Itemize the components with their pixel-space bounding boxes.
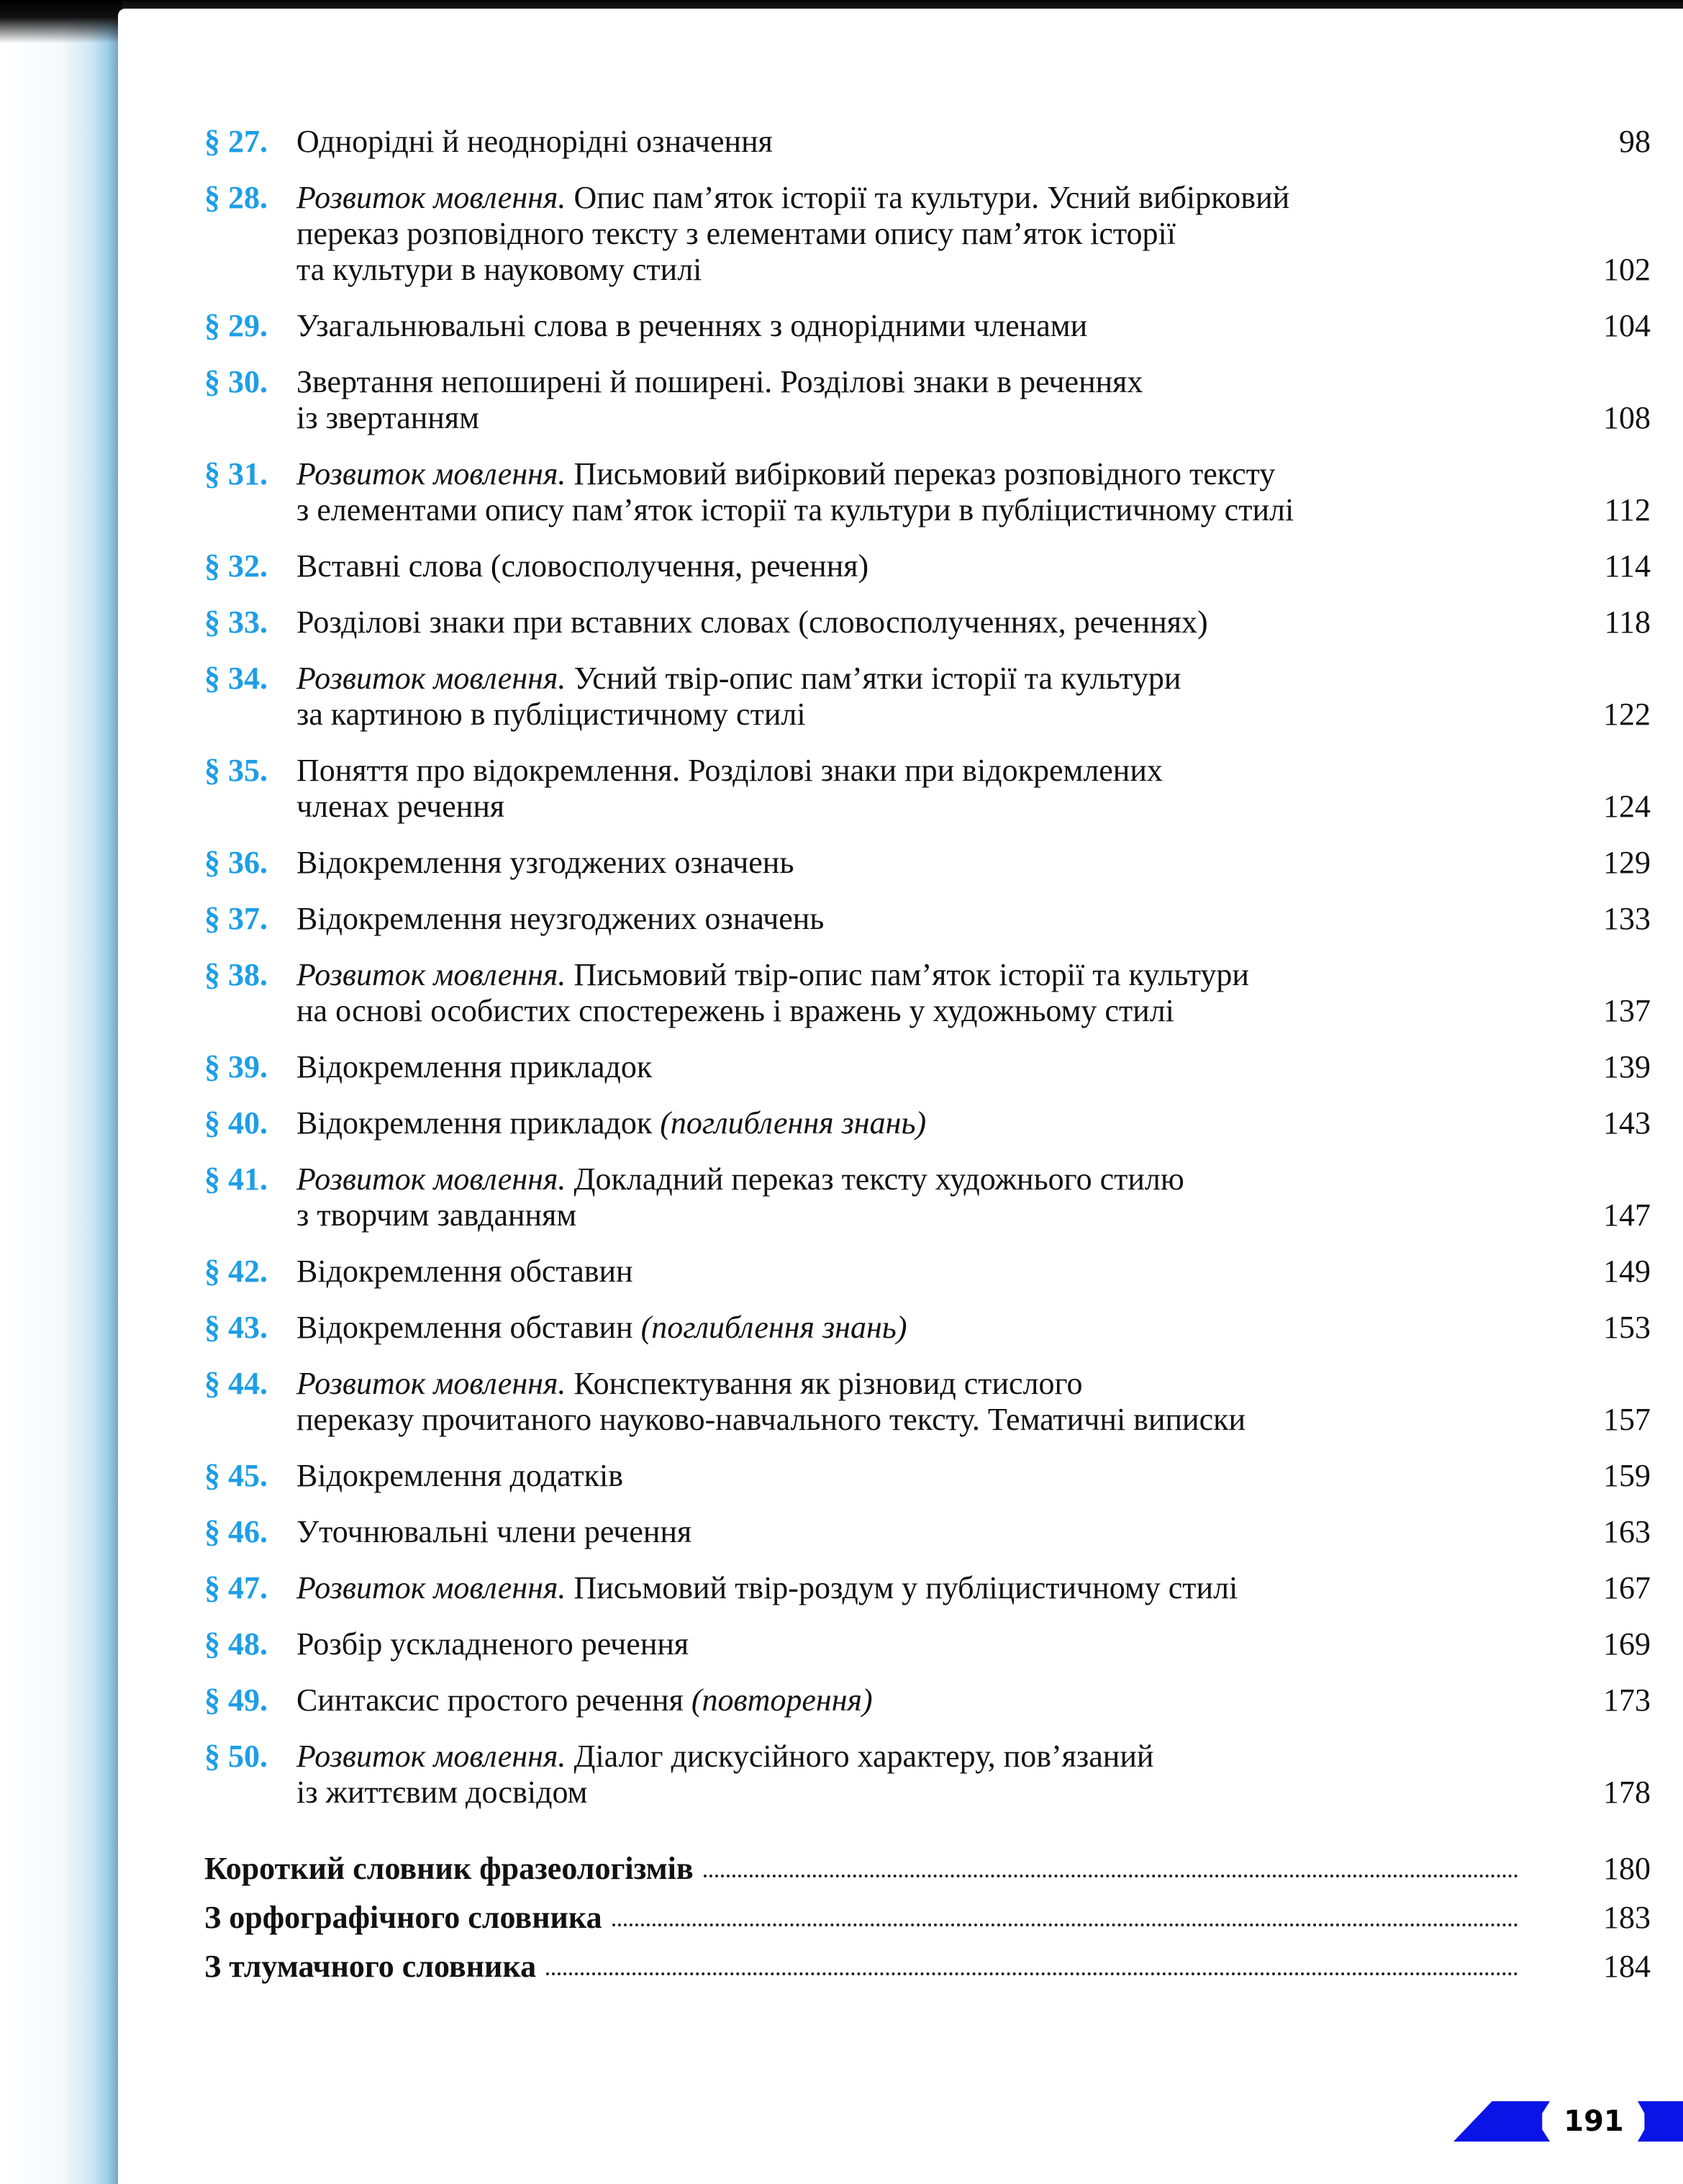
page-reference: 112: [1604, 492, 1651, 527]
toc-entry[interactable]: [204, 548, 1651, 584]
entry-title-line: членах речення: [296, 789, 505, 824]
appendix-list: [204, 1851, 1651, 1985]
toc-entry[interactable]: [204, 901, 1651, 937]
page-reference: 137: [1603, 993, 1651, 1028]
section-number: § 30.: [204, 364, 268, 399]
section-number: § 28.: [204, 180, 268, 215]
speech-development-label: Розвиток мовлення.: [296, 661, 566, 696]
section-number: § 39.: [204, 1049, 268, 1084]
entry-title: [296, 308, 1651, 344]
toc-entry[interactable]: [204, 180, 1651, 288]
entry-title: [296, 604, 1651, 640]
entry-title-line: Відокремлення неузгоджених означень: [296, 901, 825, 936]
entry-title-line: Докладний переказ тексту художнього стилю: [566, 1161, 1184, 1197]
badge-left-wing-shape: [1453, 2101, 1550, 2142]
badge-right-wing-shape: [1638, 2101, 1683, 2142]
toc-entry[interactable]: [204, 845, 1651, 881]
section-number: § 40.: [204, 1105, 268, 1141]
entry-title-line: переказ розповідного тексту з елементами опису пам’яток історії: [296, 216, 1176, 251]
appendix-entry[interactable]: [204, 1900, 1651, 1936]
page-reference: 124: [1603, 789, 1651, 824]
entry-title: [296, 1366, 1651, 1438]
entry-title: [296, 1254, 1651, 1290]
appendix-title: З орфографічного словника: [204, 1900, 602, 1935]
page-reference: 129: [1603, 845, 1651, 880]
entry-title: [296, 1570, 1651, 1606]
entry-title: [296, 548, 1651, 584]
section-number: § 29.: [204, 308, 268, 343]
entry-title-line: Відокремлення прикладок: [296, 1049, 653, 1084]
entry-title: [296, 1458, 1651, 1494]
entry-title: [296, 957, 1651, 1029]
page-reference: 178: [1603, 1775, 1651, 1810]
speech-development-label: Розвиток мовлення.: [296, 456, 566, 491]
toc-entry[interactable]: [204, 1310, 1651, 1346]
entry-title-line: із життєвим досвідом: [296, 1775, 588, 1810]
entry-title: [296, 364, 1651, 436]
page-reference: 98: [1619, 124, 1651, 159]
entry-title: [296, 1310, 1651, 1346]
page-reference: 114: [1604, 548, 1651, 584]
dot-leader: [546, 1965, 1518, 1975]
toc-entry[interactable]: [204, 753, 1651, 825]
section-number: § 47.: [204, 1570, 268, 1605]
entry-title: [296, 661, 1651, 733]
table-of-contents: [204, 124, 1651, 1998]
section-number: § 37.: [204, 901, 268, 936]
toc-entry[interactable]: [204, 1739, 1651, 1811]
page-reference: 157: [1603, 1402, 1651, 1437]
entry-title: [296, 901, 1651, 937]
entry-title-line: Узагальнювальні слова в реченнях з однорідними членами: [296, 308, 1088, 343]
entry-title-line: Відокремлення додатків: [296, 1458, 624, 1493]
page-reference: 183: [1603, 1900, 1651, 1935]
page-reference: 184: [1603, 1949, 1651, 1984]
entry-title: [296, 180, 1651, 288]
entry-title: [296, 124, 1651, 160]
entry-title-line: переказу прочитаного науково-навчального тексту. Тематичні виписки: [296, 1402, 1246, 1437]
speech-development-label: Розвиток мовлення.: [296, 957, 566, 992]
speech-development-label: Розвиток мовлення.: [296, 1366, 566, 1401]
entry-title-line: Відокремлення обставин: [296, 1254, 633, 1289]
section-number: § 32.: [204, 548, 268, 584]
page-reference: 153: [1603, 1310, 1651, 1345]
section-number: § 34.: [204, 661, 268, 696]
toc-entry[interactable]: [204, 957, 1651, 1029]
toc-entry[interactable]: [204, 1626, 1651, 1662]
entry-title-line: з творчим завданням: [296, 1197, 577, 1233]
section-number: § 49.: [204, 1682, 268, 1718]
toc-entry[interactable]: [204, 308, 1651, 344]
speech-development-label: Розвиток мовлення.: [296, 1161, 566, 1197]
section-number: § 42.: [204, 1254, 268, 1289]
entry-title-line: Опис пам’яток історії та культури. Усний вибірковий: [566, 180, 1290, 215]
entry-title-line: за картиною в публіцистичному стилі: [296, 697, 806, 732]
section-number: § 41.: [204, 1161, 268, 1197]
entry-title-line: Конспектування як різновид стислого: [566, 1366, 1083, 1401]
entry-title: [296, 1049, 1651, 1085]
entry-title: [296, 1626, 1651, 1662]
entry-title-line: Відокремлення прикладок: [296, 1105, 661, 1141]
page-number: 191: [1564, 2105, 1624, 2138]
section-number: § 38.: [204, 957, 268, 992]
toc-entry[interactable]: [204, 364, 1651, 436]
entry-title: [296, 1682, 1651, 1718]
entry-title-line: Однорідні й неоднорідні означення: [296, 124, 773, 159]
toc-entry[interactable]: [204, 1049, 1651, 1085]
scan-corner-shadow: [0, 0, 122, 43]
entry-title-line: Письмовий твір-опис пам’яток історії та культури: [566, 957, 1249, 992]
section-number: § 35.: [204, 753, 268, 788]
toc-entry[interactable]: [204, 1458, 1651, 1494]
section-number: § 31.: [204, 456, 268, 491]
page-number-badge: [1453, 2101, 1683, 2144]
entry-title-line: Розділові знаки при вставних словах (словосполученнях, реченнях): [296, 604, 1208, 640]
section-number: § 36.: [204, 845, 268, 880]
entry-title: [296, 1105, 1651, 1141]
entry-title: [296, 1739, 1651, 1811]
toc-entry[interactable]: [204, 1366, 1651, 1438]
page-reference: 173: [1603, 1682, 1651, 1718]
toc-entry[interactable]: [204, 124, 1651, 160]
page-reference: 108: [1603, 400, 1651, 435]
entry-title: [296, 456, 1651, 528]
speech-development-label: Розвиток мовлення.: [296, 1739, 566, 1774]
section-number: § 50.: [204, 1739, 268, 1774]
toc-entry[interactable]: [204, 1682, 1651, 1718]
entry-title-line: Синтаксис простого речення: [296, 1682, 691, 1718]
section-number: § 33.: [204, 604, 268, 640]
entry-title-line: Відокремлення обставин: [296, 1310, 641, 1345]
entry-title-line: Вставні слова (словосполучення, речення): [296, 548, 869, 584]
entry-title-line: та культури в науковому стилі: [296, 252, 702, 287]
section-number: § 48.: [204, 1626, 268, 1662]
section-number: § 44.: [204, 1366, 268, 1401]
entry-title-line: Письмовий твір-роздум у публіцистичному стилі: [566, 1570, 1238, 1605]
page-reference: 102: [1603, 252, 1651, 287]
entry-note: (поглиблення знань): [660, 1105, 927, 1141]
page-reference: 169: [1603, 1626, 1651, 1662]
toc-entry[interactable]: [204, 604, 1651, 640]
page-reference: 147: [1603, 1197, 1651, 1233]
entry-title: [296, 1514, 1651, 1550]
scan-binding-edge: [0, 0, 122, 2184]
page-reference: 163: [1603, 1514, 1651, 1549]
page-reference: 104: [1603, 308, 1651, 343]
page-reference: 159: [1603, 1458, 1651, 1493]
toc-entry[interactable]: [204, 1161, 1651, 1233]
section-number: § 45.: [204, 1458, 268, 1493]
dot-leader: [612, 1916, 1518, 1926]
page-reference: 149: [1603, 1254, 1651, 1289]
section-number: § 46.: [204, 1514, 268, 1549]
toc-entry[interactable]: [204, 1105, 1651, 1141]
appendix-title: Короткий словник фразеологізмів: [204, 1851, 694, 1886]
toc-entry[interactable]: [204, 1254, 1651, 1290]
entry-title: [296, 845, 1651, 881]
dot-leader: [704, 1867, 1518, 1877]
entry-note: (поглиблення знань): [640, 1310, 907, 1345]
entry-title-line: Звертання непоширені й поширені. Розділові знаки в реченнях: [296, 364, 1143, 399]
page-reference: 180: [1603, 1851, 1651, 1886]
entry-title: [296, 753, 1651, 825]
page-reference: 167: [1603, 1570, 1651, 1605]
section-number: § 27.: [204, 124, 268, 159]
page-reference: 133: [1603, 901, 1651, 936]
entry-title-line: Уточнювальні члени речення: [296, 1514, 692, 1549]
page-reference: 118: [1604, 604, 1651, 640]
entry-title-line: Поняття про відокремлення. Розділові знаки при відокремлених: [296, 753, 1163, 788]
page-reference: 122: [1603, 697, 1651, 732]
toc-entry[interactable]: [204, 456, 1651, 528]
entry-title-line: Розбір ускладненого речення: [296, 1626, 689, 1662]
appendix-entry[interactable]: [204, 1949, 1651, 1985]
toc-entry[interactable]: [204, 1570, 1651, 1606]
entry-title-line: Відокремлення узгоджених означень: [296, 845, 794, 880]
page-reference: 143: [1603, 1105, 1651, 1141]
entry-title: [296, 1161, 1651, 1233]
section-number: § 43.: [204, 1310, 268, 1345]
entry-title-line: Діалог дискусійного характеру, пов’язаний: [566, 1739, 1154, 1774]
speech-development-label: Розвиток мовлення.: [296, 180, 566, 215]
entry-title-line: Письмовий вибірковий переказ розповідного тексту: [566, 456, 1276, 491]
entry-title-line: із звертанням: [296, 400, 479, 435]
entry-note: (повторення): [691, 1682, 873, 1718]
toc-entry[interactable]: [204, 661, 1651, 733]
appendix-entry[interactable]: [204, 1851, 1651, 1887]
page-reference: 139: [1603, 1049, 1651, 1084]
entry-title-line: на основі особистих спостережень і вражень у художньому стилі: [296, 993, 1174, 1028]
entry-title-line: Усний твір-опис пам’ятки історії та культури: [566, 661, 1181, 696]
speech-development-label: Розвиток мовлення.: [296, 1570, 566, 1605]
toc-entry[interactable]: [204, 1514, 1651, 1550]
entry-title-line: з елементами опису пам’яток історії та культури в публіцистичному стилі: [296, 492, 1294, 527]
appendix-title: З тлумачного словника: [204, 1949, 537, 1984]
